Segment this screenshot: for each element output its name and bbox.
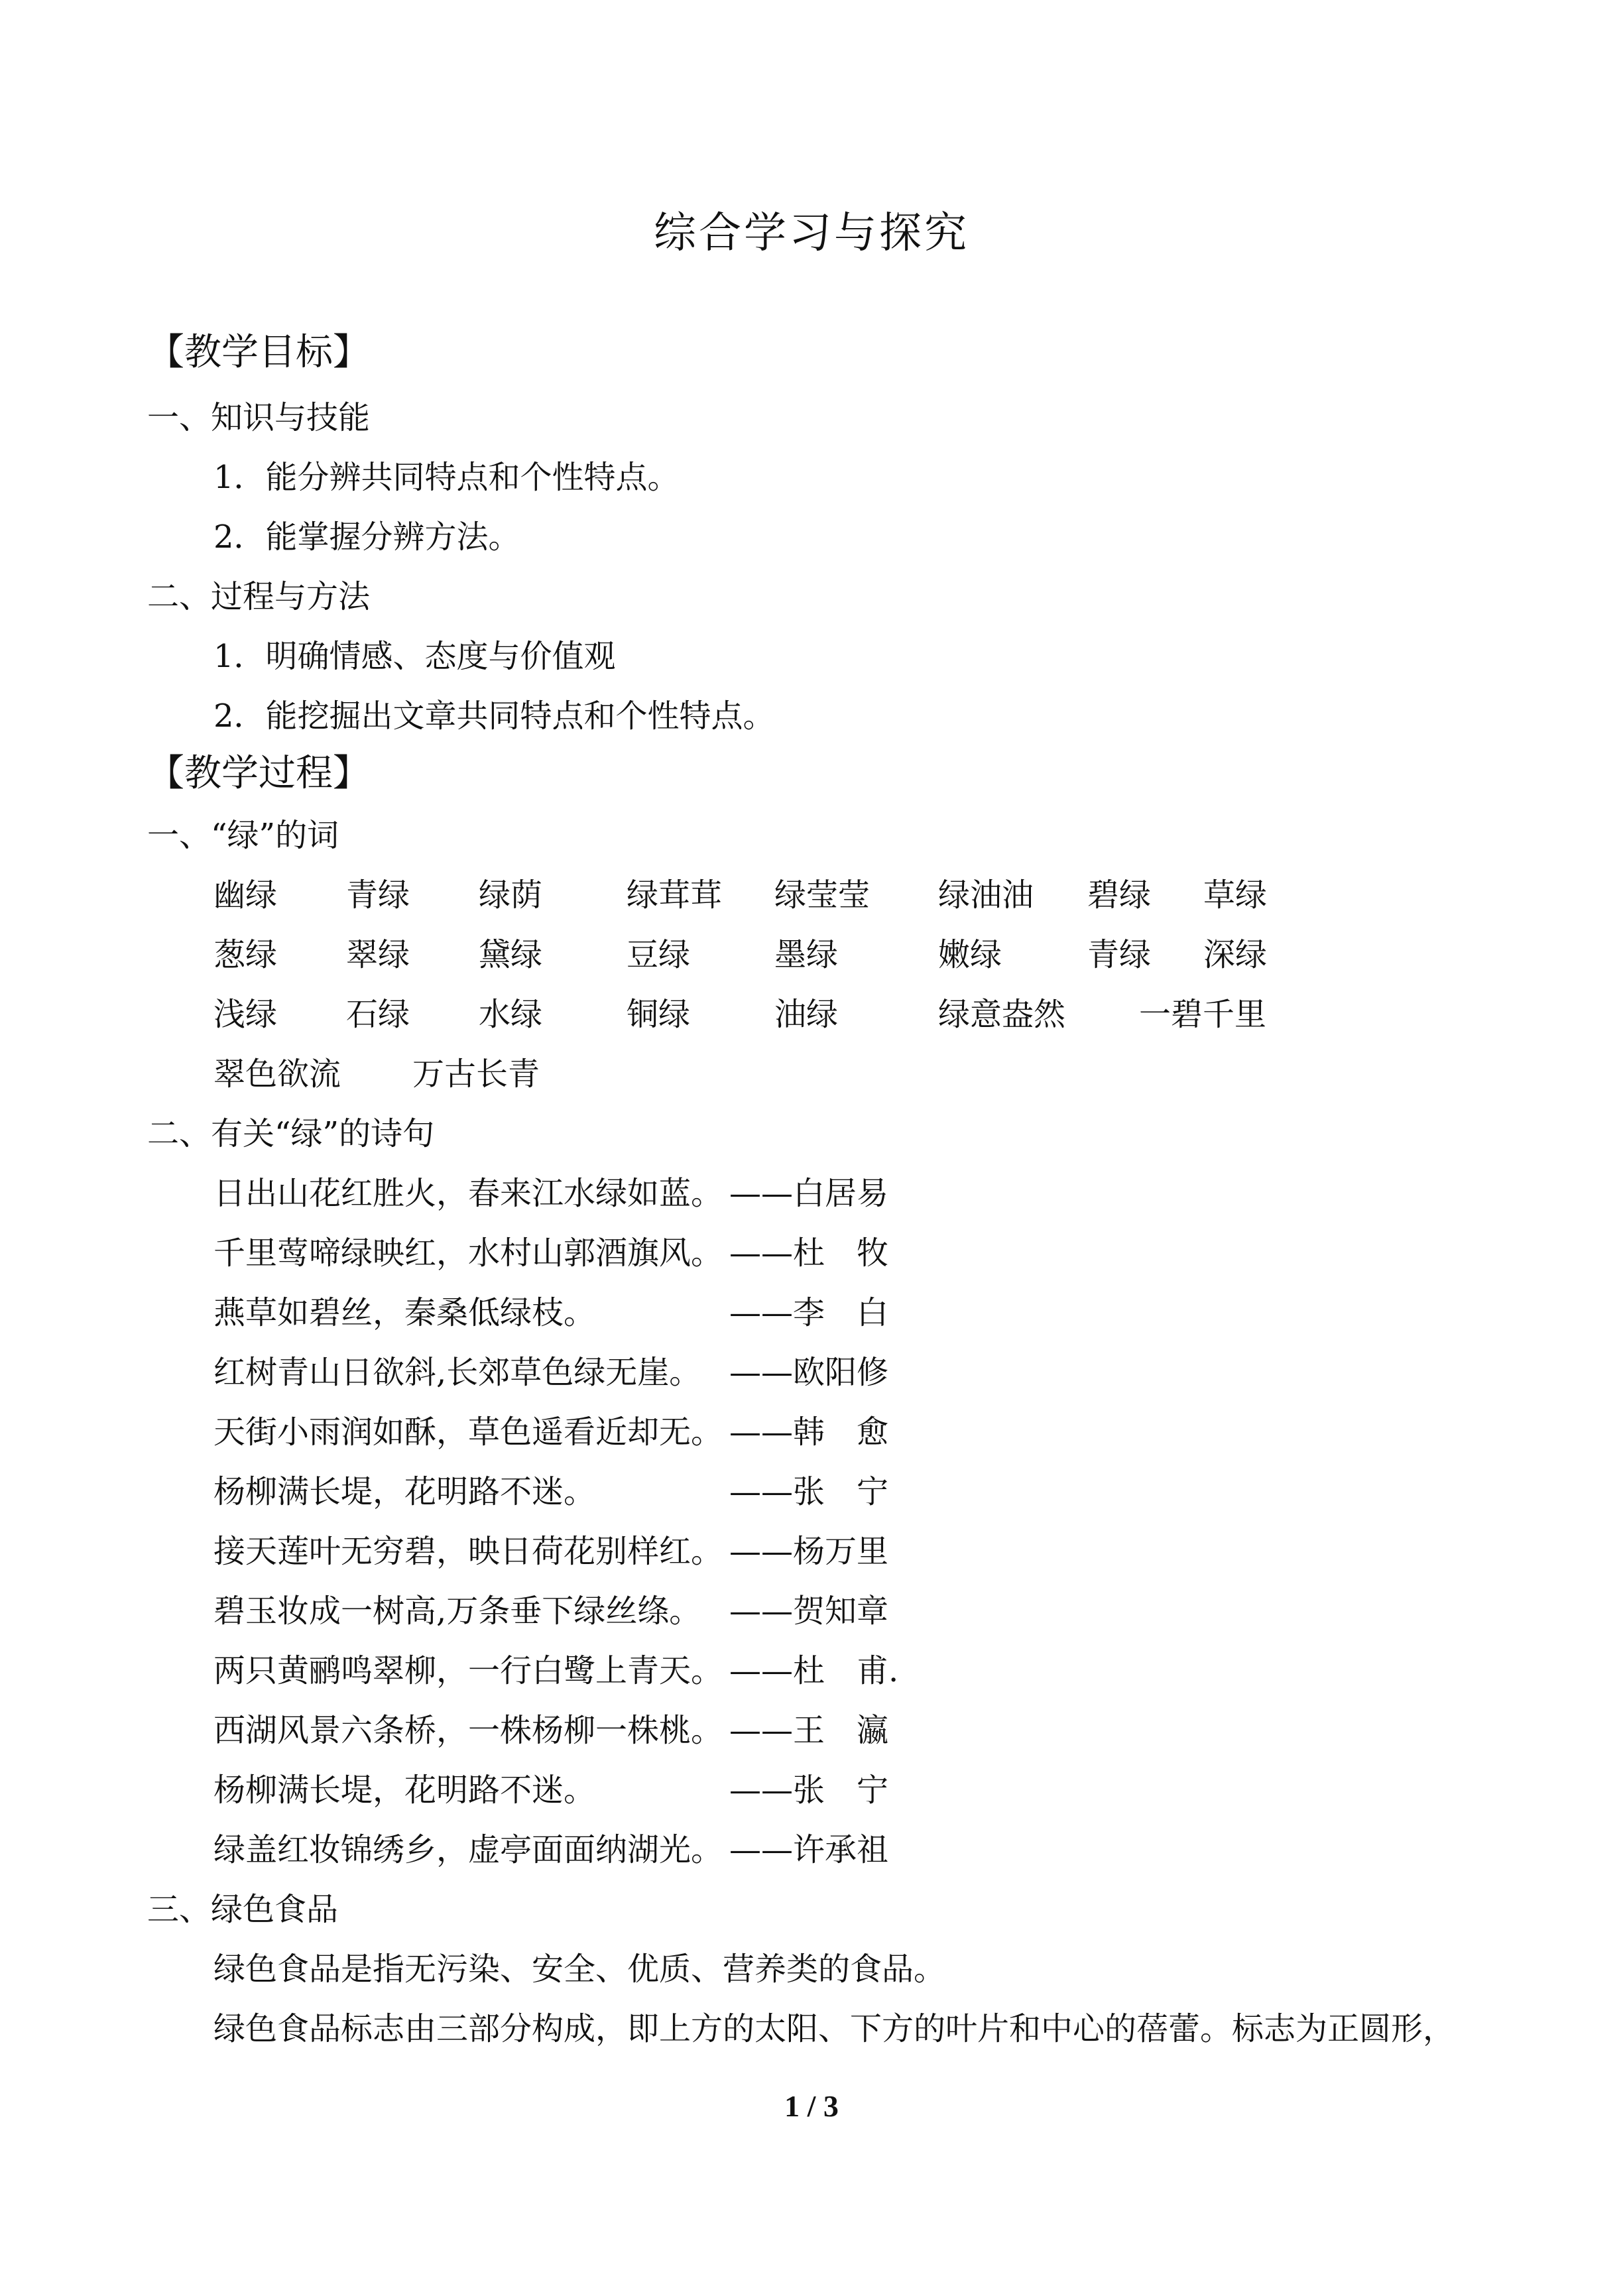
poem-author: ——张 宁	[729, 1473, 889, 1510]
green-word: 万古长青	[412, 1056, 540, 1093]
green-word: 葱绿	[213, 936, 278, 973]
green-word: 水绿	[479, 996, 543, 1033]
poem-line: 西湖风景六条桥，一株杨柳一株桃。	[213, 1712, 723, 1749]
green-word: 绿荫	[479, 876, 543, 914]
green-word: 石绿	[346, 996, 410, 1033]
green-word: 油绿	[774, 996, 839, 1033]
poem-line: 碧玉妆成一树高,万条垂下绿丝绦。	[213, 1593, 701, 1630]
subheading-process-method: 二、过程与方法	[147, 578, 371, 615]
green-word: 一碧千里	[1139, 996, 1267, 1033]
poem-author: ——李 白	[729, 1294, 889, 1331]
section-heading-teaching-goals: 【教学目标】	[147, 331, 370, 374]
subheading-knowledge-skills: 一、知识与技能	[147, 399, 371, 436]
green-word: 黛绿	[479, 936, 543, 973]
poem-line: 千里莺啼绿映红，水村山郭酒旗风。	[213, 1235, 723, 1272]
paragraph: 绿色食品是指无污染、安全、优质、营养类的食品。	[213, 1951, 946, 1988]
goal-item: 1．能分辨共同特点和个性特点。	[213, 459, 680, 496]
paragraph: 绿色食品标志由三部分构成，即上方的太阳、下方的叶片和中心的蓓蕾。标志为正圆形，	[213, 2010, 1455, 2047]
poem-line: 红树青山日欲斜,长郊草色绿无崖。	[213, 1354, 701, 1391]
green-word: 幽绿	[213, 876, 278, 914]
part-title-green-food: 三、绿色食品	[147, 1891, 339, 1928]
poem-line: 两只黄鹂鸣翠柳，一行白鹭上青天。	[213, 1652, 723, 1689]
part-title-green-words: 一、“绿”的词	[147, 817, 339, 854]
goal-item: 2．能挖掘出文章共同特点和个性特点。	[213, 697, 775, 735]
poem-author: ——杜 甫.	[729, 1652, 899, 1689]
green-word: 青绿	[1087, 936, 1152, 973]
green-word: 翠色欲流	[213, 1056, 341, 1093]
poem-author: ——张 宁	[729, 1772, 889, 1809]
green-word: 豆绿	[627, 936, 691, 973]
poem-line: 接天莲叶无穷碧，映日荷花别样红。	[213, 1533, 723, 1570]
section-heading-teaching-process: 【教学过程】	[147, 752, 370, 795]
green-word: 碧绿	[1087, 876, 1152, 914]
green-word: 浅绿	[213, 996, 278, 1033]
poem-line: 日出山花红胜火，春来江水绿如蓝。	[213, 1175, 723, 1212]
green-word: 绿意盎然	[938, 996, 1066, 1033]
poem-author: ——王 瀛	[729, 1712, 889, 1749]
green-word: 翠绿	[346, 936, 410, 973]
part-title-green-poems: 二、有关“绿”的诗句	[147, 1115, 435, 1152]
poem-line: 绿盖红妆锦绣乡，虚亭面面纳湖光。	[213, 1831, 723, 1868]
poem-author: ——杨万里	[729, 1533, 889, 1570]
green-word: 铜绿	[627, 996, 691, 1033]
green-word: 绿莹莹	[774, 876, 871, 914]
poem-line: 杨柳满长堤，花明路不迷。	[213, 1473, 596, 1510]
poem-author: ——杜 牧	[729, 1235, 889, 1272]
green-word: 绿油油	[938, 876, 1034, 914]
poem-author: ——贺知章	[729, 1593, 889, 1630]
goal-item: 1．明确情感、态度与价值观	[213, 638, 616, 675]
poem-author: ——欧阳修	[729, 1354, 889, 1391]
green-word: 青绿	[346, 876, 410, 914]
page-title: 综合学习与探究	[654, 209, 969, 258]
page-number: 1 / 3	[784, 2089, 839, 2123]
poem-author: ——白居易	[729, 1175, 889, 1212]
poem-author: ——许承祖	[729, 1831, 889, 1868]
green-word: 深绿	[1203, 936, 1268, 973]
poem-line: 杨柳满长堤，花明路不迷。	[213, 1772, 596, 1809]
green-word: 绿茸茸	[627, 876, 723, 914]
poem-line: 燕草如碧丝，秦桑低绿枝。	[213, 1294, 596, 1331]
green-word: 墨绿	[774, 936, 839, 973]
green-word: 嫩绿	[938, 936, 1002, 973]
poem-line: 天街小雨润如酥，草色遥看近却无。	[213, 1414, 723, 1451]
green-word: 草绿	[1203, 876, 1268, 914]
goal-item: 2．能掌握分辨方法。	[213, 518, 520, 556]
poem-author: ——韩 愈	[729, 1414, 889, 1451]
